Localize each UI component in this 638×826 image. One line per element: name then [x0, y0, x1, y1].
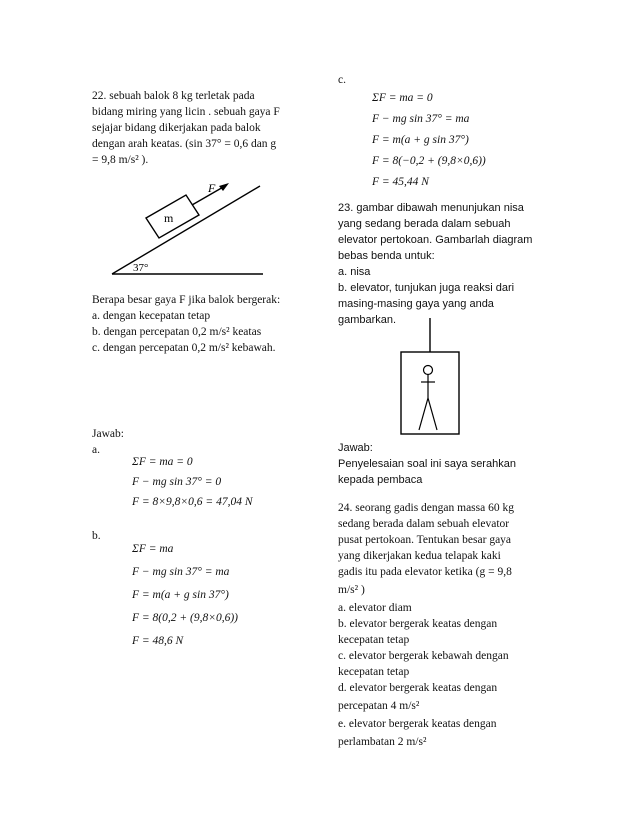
- q24-line: d. elevator bergerak keatas dengan: [338, 682, 498, 694]
- q23-answer-line: Penyelesaian soal ini saya serahkan: [338, 458, 516, 470]
- equation: F = 45,44 N: [372, 176, 429, 188]
- equation: F = 8×9,8×0,6 = 47,04 N: [132, 496, 253, 508]
- part-b-label-wrap: [92, 528, 101, 544]
- equation: ΣF = ma: [132, 543, 174, 555]
- q24-line: gadis itu pada elevator ketika (g = 9,8: [338, 566, 512, 578]
- q22-question-line: c. dengan percepatan 0,2 m/s² kebawah.: [92, 342, 276, 354]
- elevator-car: [401, 352, 459, 434]
- person-head: [424, 366, 433, 375]
- q24-line: yang dikerjakan kedua telapak kaki: [338, 550, 501, 562]
- q22-a-equations: [132, 452, 253, 512]
- force-label: F: [208, 181, 216, 195]
- q23-line: yang sedang berada dalam sebuah: [338, 218, 511, 230]
- q23-line: elevator pertokoan. Gambarlah diagram: [338, 234, 533, 246]
- q22-line: sejajar bidang dikerjakan pada balok: [92, 122, 261, 134]
- person-left-leg: [419, 398, 428, 430]
- equation: F − mg sin 37° = 0: [132, 476, 222, 488]
- incline-figure: [100, 178, 275, 280]
- q22-line: 22. sebuah balok 8 kg terletak pada: [92, 90, 255, 102]
- q24-line: c. elevator bergerak kebawah dengan: [338, 650, 509, 662]
- equation: F = 48,6 N: [132, 635, 184, 647]
- q22-line: = 9,8 m/s² ).: [92, 154, 149, 166]
- q22-line: bidang miring yang licin . sebuah gaya F: [92, 106, 280, 118]
- q23-answer-line: Jawab:: [338, 442, 373, 454]
- q22-b-equations: [132, 538, 238, 653]
- q22-line: dengan arah keatas. (sin 37° = 0,6 dan g: [92, 138, 277, 150]
- part-b-label: b.: [92, 530, 101, 542]
- q24-line: m/s² ): [338, 584, 365, 596]
- q22-text: [92, 88, 322, 168]
- equation: ΣF = ma = 0: [372, 92, 433, 104]
- part-a-label: a.: [92, 444, 100, 456]
- q22c-equations: [372, 88, 486, 193]
- q24-line: pusat pertokoan. Tentukan besar gaya: [338, 534, 512, 546]
- part-c-label: c.: [338, 74, 346, 86]
- q24-line: 24. seorang gadis dengan massa 60 kg: [338, 502, 514, 514]
- q24-line: kecepatan tetap: [338, 666, 410, 678]
- q23-line: bebas benda untuk:: [338, 250, 435, 262]
- angle-label: 37°: [133, 262, 149, 274]
- q22-question-line: b. dengan percepatan 0,2 m/s² keatas: [92, 326, 262, 338]
- force-arrowhead: [219, 183, 229, 191]
- elevator-figure: [395, 318, 465, 436]
- q23-line: gambarkan.: [338, 314, 397, 326]
- q24-line: b. elevator bergerak keatas dengan: [338, 618, 498, 630]
- q22-question-line: Berapa besar gaya F jika balok bergerak:: [92, 294, 281, 306]
- equation: F − mg sin 37° = ma: [372, 113, 470, 125]
- q23-line: a. nisa: [338, 266, 371, 278]
- q23-text: [338, 200, 578, 328]
- q24-line: perlambatan 2 m/s²: [338, 736, 427, 748]
- equation: ΣF = ma = 0: [132, 456, 193, 468]
- equation: F = m(a + g sin 37°): [372, 134, 469, 146]
- answer-label: Jawab:: [92, 428, 124, 440]
- q23-line: 23. gambar dibawah menunjukan nisa: [338, 202, 524, 214]
- equation: F − mg sin 37° = ma: [132, 566, 230, 578]
- q24-line: sedang berada dalam sebuah elevator: [338, 518, 510, 530]
- q24-line: e. elevator bergerak keatas dengan: [338, 718, 497, 730]
- q24-text: [338, 500, 588, 752]
- q22-question: [92, 292, 332, 356]
- block-label: m: [164, 211, 174, 225]
- equation: F = 8(0,2 + (9,8×0,6)): [132, 612, 238, 624]
- q23-answer: [338, 440, 578, 488]
- equation: F = m(a + g sin 37°): [132, 589, 229, 601]
- q23-line: b. elevator, tunjukan juga reaksi dari: [338, 282, 515, 294]
- q22c-label-wrap: [338, 72, 346, 88]
- q24-line: percepatan 4 m/s²: [338, 700, 420, 712]
- q22-answer-header: [92, 426, 124, 458]
- q23-line: masing-masing gaya yang anda: [338, 298, 494, 310]
- q24-line: a. elevator diam: [338, 602, 412, 614]
- person-right-leg: [428, 398, 437, 430]
- equation: F = 8(−0,2 + (9,8×0,6)): [372, 155, 486, 167]
- q23-answer-line: kepada pembaca: [338, 474, 423, 486]
- q22-question-line: a. dengan kecepatan tetap: [92, 310, 211, 322]
- q24-line: kecepatan tetap: [338, 634, 410, 646]
